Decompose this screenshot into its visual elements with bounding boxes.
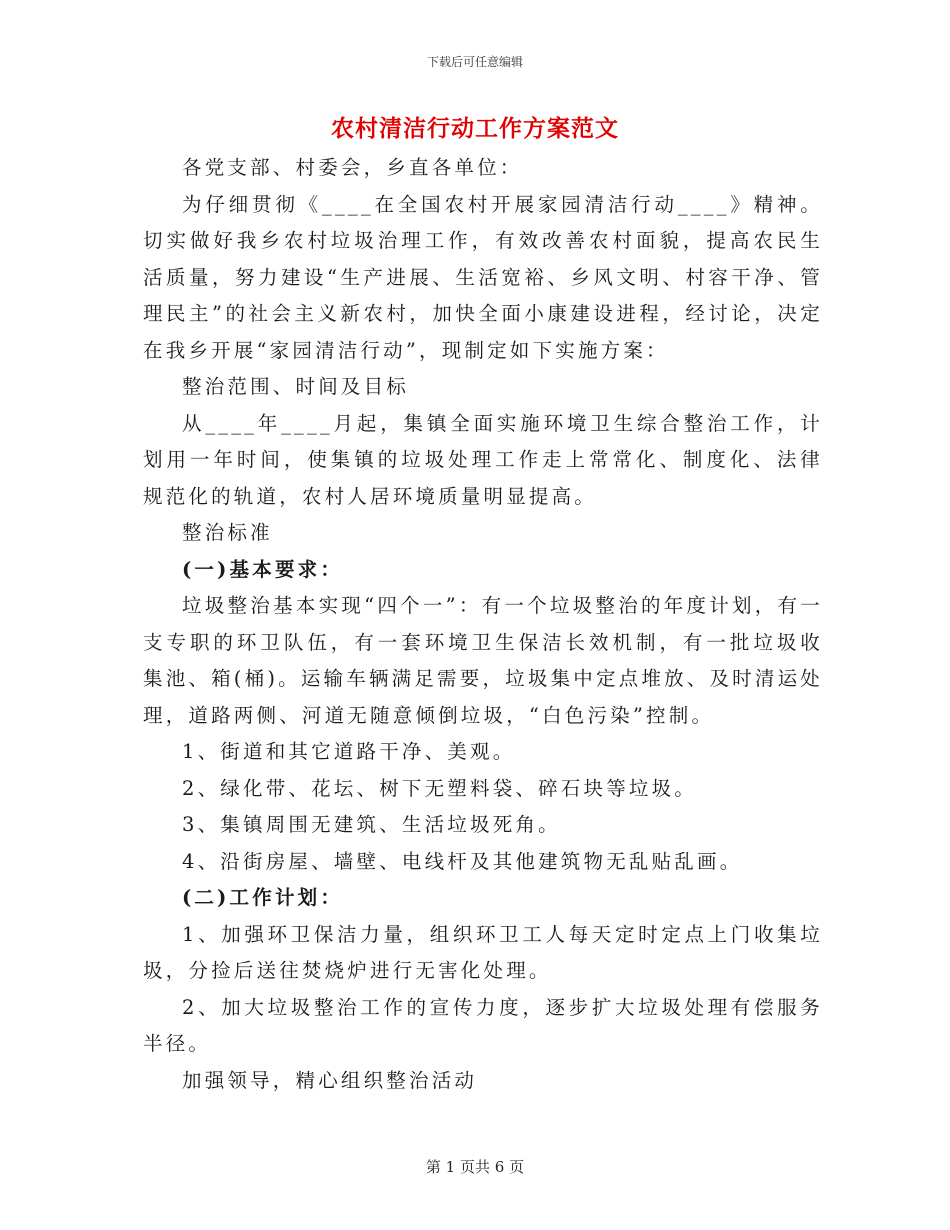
paragraph-basic-requirements: 垃圾整治基本实现“四个一”：有一个垃圾整治的年度计划，有一支专职的环卫队伍，有一套环境卫生保洁长效机制，有一批垃圾收集池、箱(桶)。运输车辆满足需要，垃圾集中定点堆放、及时清运处理，道路两侧、河道无随意倾倒垃圾，“白色污染”控制。: [143, 594, 823, 727]
list-item-2: 2、绿化带、花坛、树下无塑料袋、碎石块等垃圾。: [182, 776, 698, 800]
paragraph-salutation: 各党支部、村委会，乡直各单位：: [182, 156, 523, 179]
page-number-footer: 第 1 页共 6 页: [425, 1158, 525, 1176]
subsection-heading-basic-requirements: (一)基本要求：: [182, 557, 344, 581]
document-body: [143, 150, 823, 1099]
list-item-3: 3、集镇周围无建筑、生活垃圾死角。: [182, 813, 561, 836]
work-plan-item-1: 1、加强环卫保洁力量，组织环卫工人每天定时定点上门收集垃圾，分捡后送往焚烧炉进行无害化处理。: [143, 922, 823, 982]
page-header-note: 下载后可任意编辑: [426, 55, 523, 69]
section-heading-scope: 整治范围、时间及目标: [182, 375, 410, 398]
list-item-1: 1、街道和其它道路干净、美观。: [182, 740, 516, 763]
document-title: 农村清洁行动工作方案范文: [331, 115, 619, 142]
paragraph-intro: 为仔细贯彻《____在全国农村开展家园清洁行动____》精神。切实做好我乡农村垃圾治理工作，有效改善农村面貌，提高农民生活质量，努力建设“生产进展、生活宽裕、乡风文明、村容干净、管理民主”的社会主义新农村，加快全面小康建设进程，经讨论，决定在我乡开展“家园清洁行动”，现制定如下实施方案：: [143, 192, 823, 362]
work-plan-item-2: 2、加大垃圾整治工作的宣传力度，逐步扩大垃圾处理有偿服务半径。: [143, 995, 823, 1055]
section-heading-leadership: 加强领导，精心组织整治活动: [182, 1068, 478, 1092]
subsection-heading-work-plan: (二)工作计划：: [182, 886, 344, 909]
list-item-4: 4、沿街房屋、墙壁、电线杆及其他建筑物无乱贴乱画。: [182, 849, 743, 873]
paragraph-scope: 从____年____月起，集镇全面实施环境卫生综合整治工作，计划用一年时间，使集镇的垃圾处理工作走上常常化、制度化、法律规范化的轨道，农村人居环境质量明显提高。: [143, 411, 823, 508]
section-heading-standards: 整治标准: [182, 521, 273, 544]
